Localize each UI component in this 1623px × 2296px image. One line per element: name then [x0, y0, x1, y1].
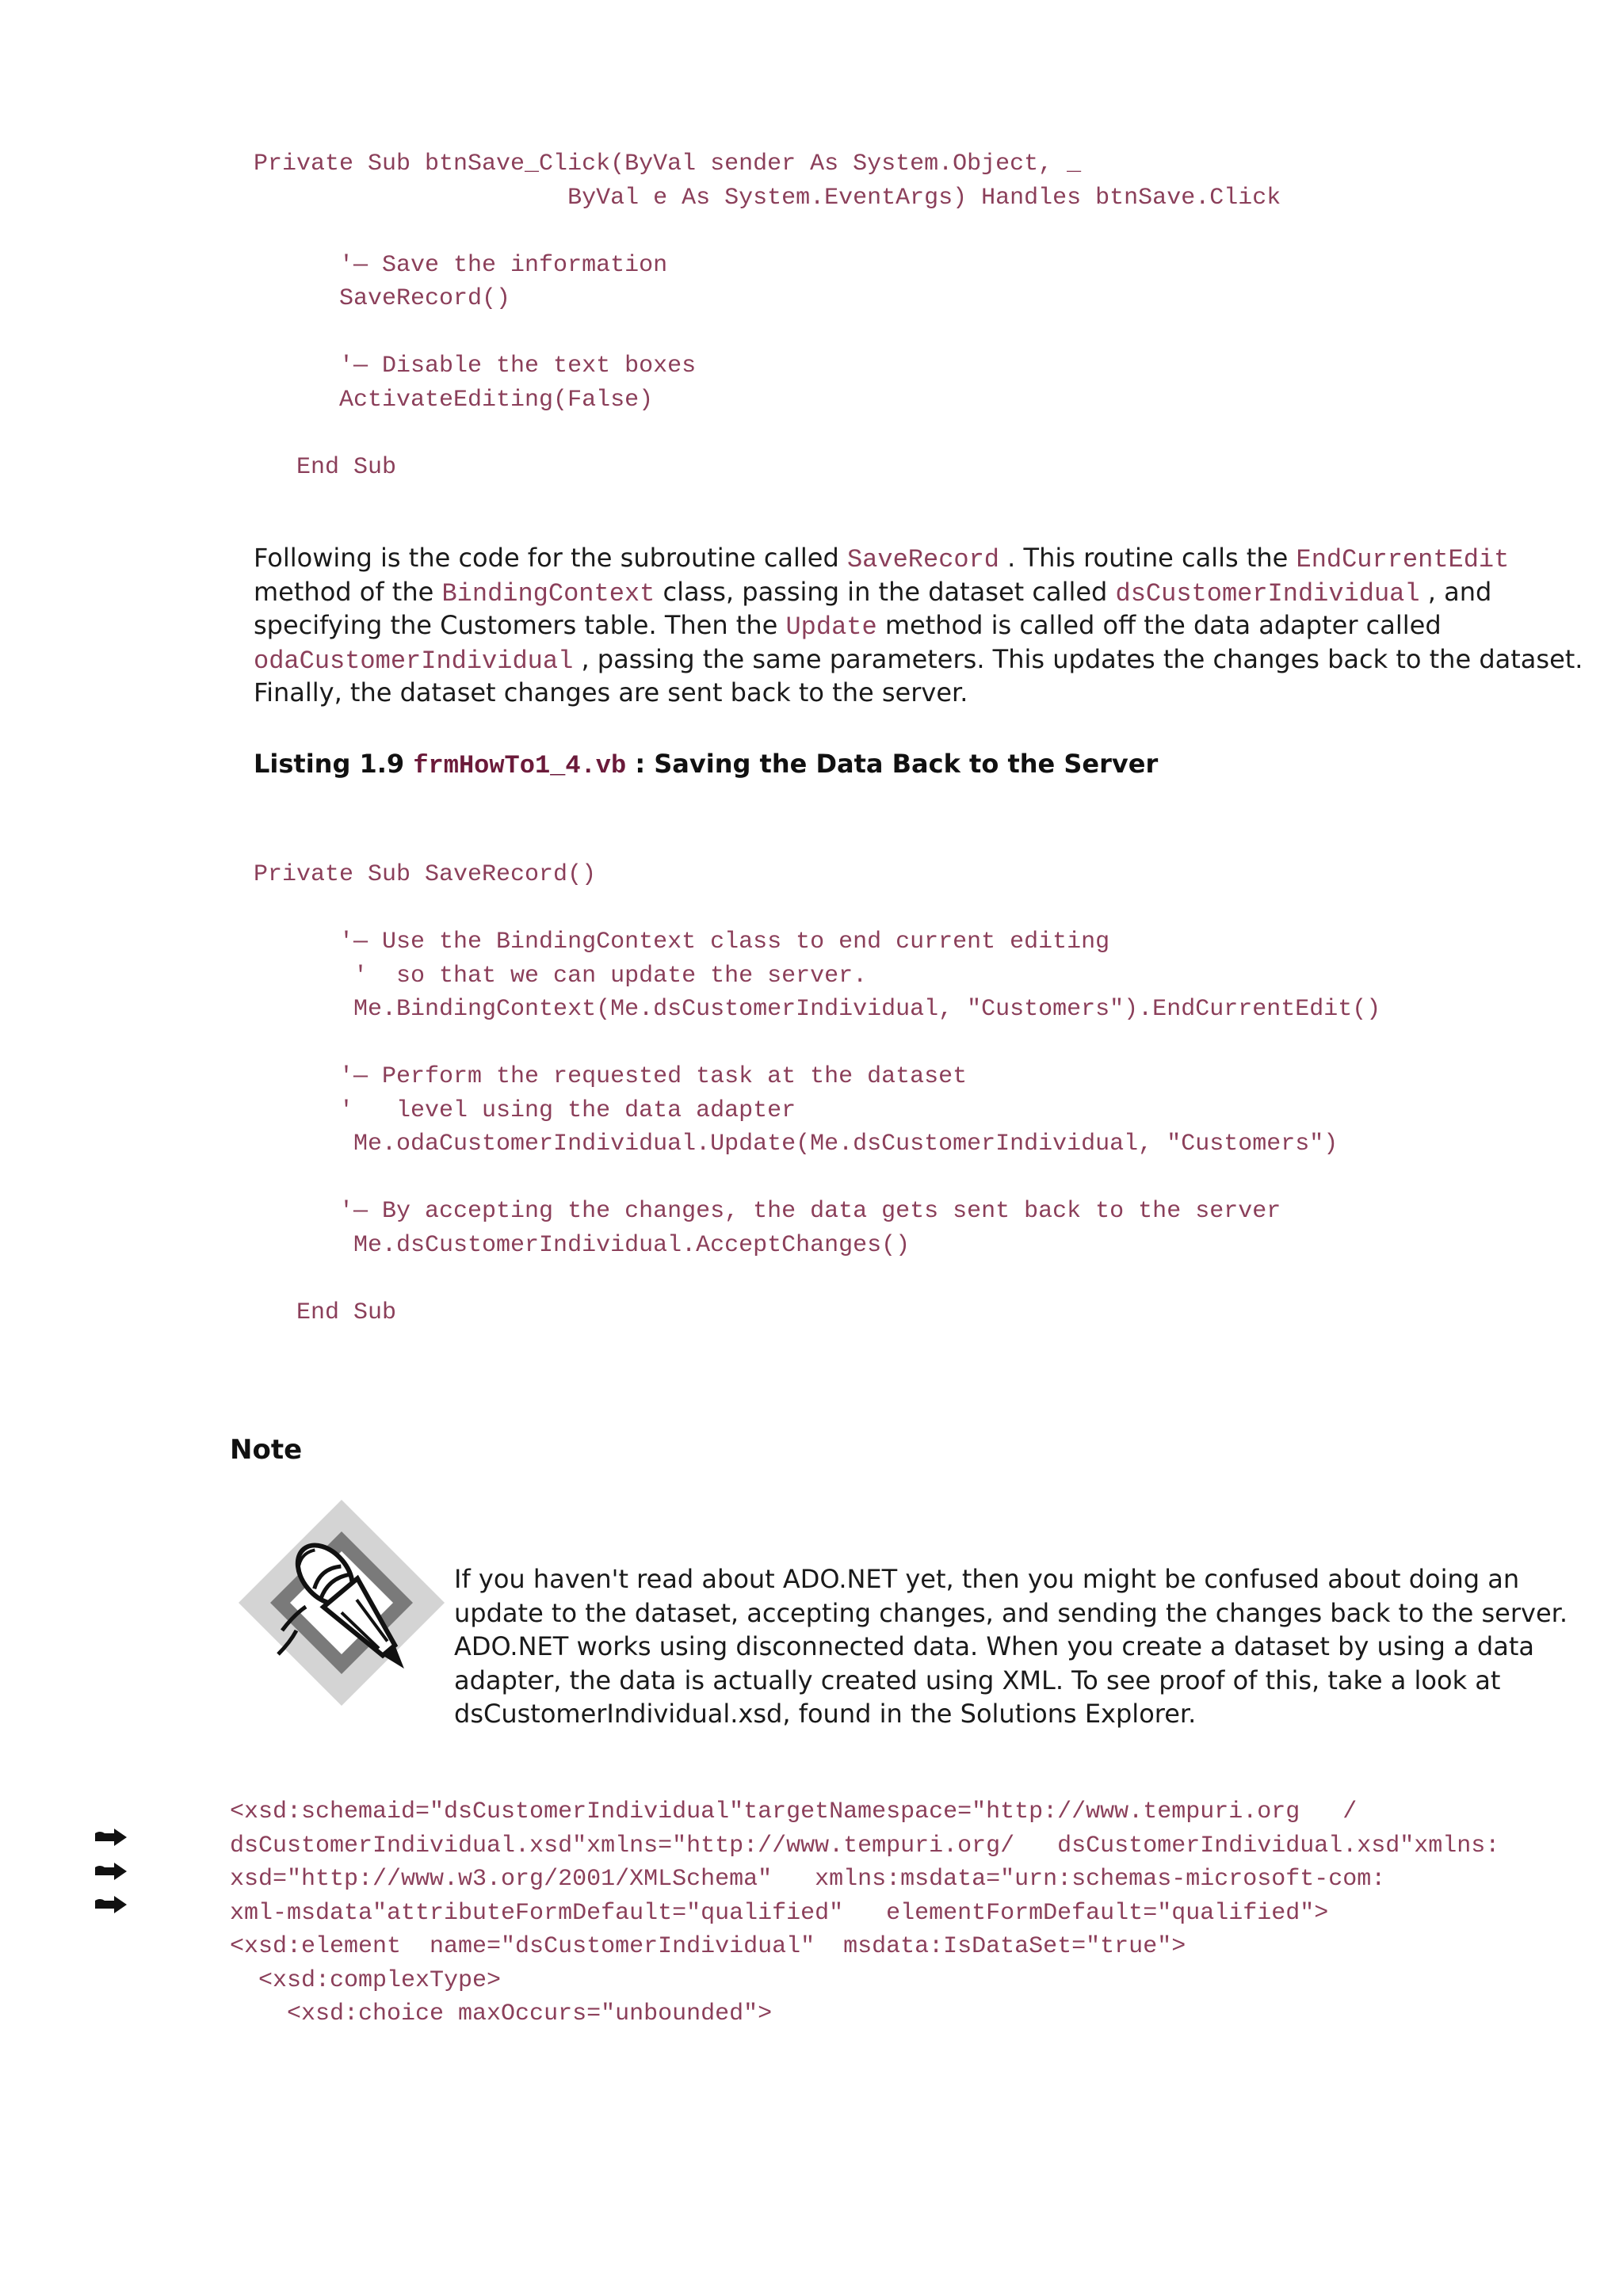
code-line: Me.dsCustomerIndividual.AcceptChanges()	[254, 1231, 911, 1259]
pen-note-icon	[235, 1496, 449, 1710]
continuation-arrows	[94, 1827, 132, 1928]
paragraph-text: specifying the Customers table. Then the	[254, 610, 786, 640]
code-line: '— Use the BindingContext class to end current editing	[254, 929, 1110, 955]
inline-code-update: Update	[785, 612, 877, 642]
code-block-saverecord	[254, 858, 1381, 1329]
paragraph-line	[254, 575, 1583, 609]
listing-filename: frmHowTo1_4.vb	[413, 751, 627, 780]
inline-code-odacustomerindividual: odaCustomerIndividual	[254, 646, 574, 676]
inline-code-saverecord: SaveRecord	[846, 545, 999, 574]
code-line: Private Sub btnSave_Click(ByVal sender As System.Object, _	[254, 151, 1082, 177]
code-block-xml-schema	[230, 1795, 1499, 2031]
paragraph-line	[254, 541, 1583, 575]
paragraph-text: class, passing in the dataset called	[655, 576, 1116, 607]
note-line: update to the dataset, accepting changes, and sending the changes back to the server.	[454, 1597, 1568, 1628]
code-line	[254, 215, 1281, 249]
body-paragraph	[254, 541, 1583, 710]
continuation-arrow-icon	[94, 1894, 128, 1915]
continuation-arrow-icon	[94, 1827, 128, 1848]
paragraph-line	[254, 608, 1583, 643]
code-line: '— Disable the text boxes	[254, 353, 697, 379]
code-line: '— By accepting the changes, the data gets sent back to the server	[254, 1198, 1281, 1225]
code-line: ' so that we can update the server.	[254, 962, 868, 990]
code-line	[254, 316, 1281, 350]
paragraph-text: method of the	[254, 576, 442, 607]
paragraph-text: , and	[1419, 576, 1492, 607]
code-line: Private Sub SaveRecord()	[254, 861, 597, 888]
paragraph-text: Following is the code for the subroutine called	[254, 543, 847, 573]
note-line: dsCustomerIndividual.xsd, found in the Solutions Explorer.	[454, 1699, 1197, 1729]
continuation-arrow-icon	[94, 1861, 128, 1882]
code-line: <xsd:element name="dsCustomerIndividual" msdata:IsDataSet="true">	[230, 1933, 1186, 1960]
code-line	[254, 1262, 1381, 1296]
note-body	[454, 1562, 1568, 1731]
code-line: ActivateEditing(False)	[254, 386, 654, 414]
code-line: ' level using the data adapter	[254, 1097, 796, 1124]
code-line: <xsd:schemaid="dsCustomerIndividual"targetNamespace="http://www.tempuri.org /	[230, 1798, 1358, 1825]
paragraph-text: . This routine calls the	[999, 543, 1296, 573]
code-line: '— Save the information	[254, 251, 668, 279]
listing-prefix: Listing 1.9	[254, 749, 414, 779]
listing-title	[254, 749, 1158, 780]
note-heading: Note	[230, 1434, 303, 1466]
paragraph-text: Finally, the dataset changes are sent back to the server.	[254, 677, 968, 707]
paragraph-text: , passing the same parameters. This updates the changes back to the dataset.	[573, 643, 1583, 674]
code-line: <xsd:complexType>	[230, 1966, 502, 1994]
code-line: xsd="http://www.w3.org/2001/XMLSchema" xmlns:msdata="urn:schemas-microsoft-com:	[230, 1866, 1386, 1893]
code-line: '— Perform the requested task at the dataset	[254, 1063, 968, 1090]
code-line: ByVal e As System.EventArgs) Handles btnSave.Click	[254, 184, 1281, 212]
inline-code-bindingcontext: BindingContext	[441, 578, 655, 608]
code-line	[254, 1161, 1381, 1196]
code-block-btnsave-click	[254, 147, 1281, 484]
paragraph-line	[254, 676, 1583, 710]
paragraph-text: method is called off the data adapter called	[876, 610, 1442, 640]
code-line	[254, 417, 1281, 451]
code-line: End Sub	[254, 1299, 397, 1326]
code-line: <xsd:choice maxOccurs="unbounded">	[230, 2000, 773, 2027]
note-line: ADO.NET works using disconnected data. When you create a dataset by using a data	[454, 1631, 1534, 1661]
inline-code-dscustomerindividual: dsCustomerIndividual	[1115, 578, 1420, 608]
code-line: xml-msdata"attributeFormDefault="qualified" elementFormDefault="qualified">	[230, 1899, 1329, 1927]
inline-code-endcurrentedit: EndCurrentEdit	[1296, 545, 1510, 574]
paragraph-line	[254, 643, 1583, 677]
code-line	[254, 1027, 1381, 1061]
note-line: If you haven't read about ADO.NET yet, then you might be confused about doing an	[454, 1564, 1520, 1594]
code-line: SaveRecord()	[254, 285, 511, 312]
code-line: Me.BindingContext(Me.dsCustomerIndividual, "Customers").EndCurrentEdit()	[254, 996, 1381, 1023]
code-line: Me.odaCustomerIndividual.Update(Me.dsCustomerIndividual, "Customers")	[254, 1131, 1338, 1158]
code-line: dsCustomerIndividual.xsd"xmlns="http://www.tempuri.org/ dsCustomerIndividual.xsd"xmlns:	[230, 1832, 1500, 1859]
code-line: End Sub	[254, 453, 397, 481]
code-line	[254, 892, 1381, 926]
note-line: adapter, the data is actually created using XML. To see proof of this, take a look at	[454, 1665, 1501, 1695]
listing-suffix: : Saving the Data Back to the Server	[626, 749, 1159, 779]
